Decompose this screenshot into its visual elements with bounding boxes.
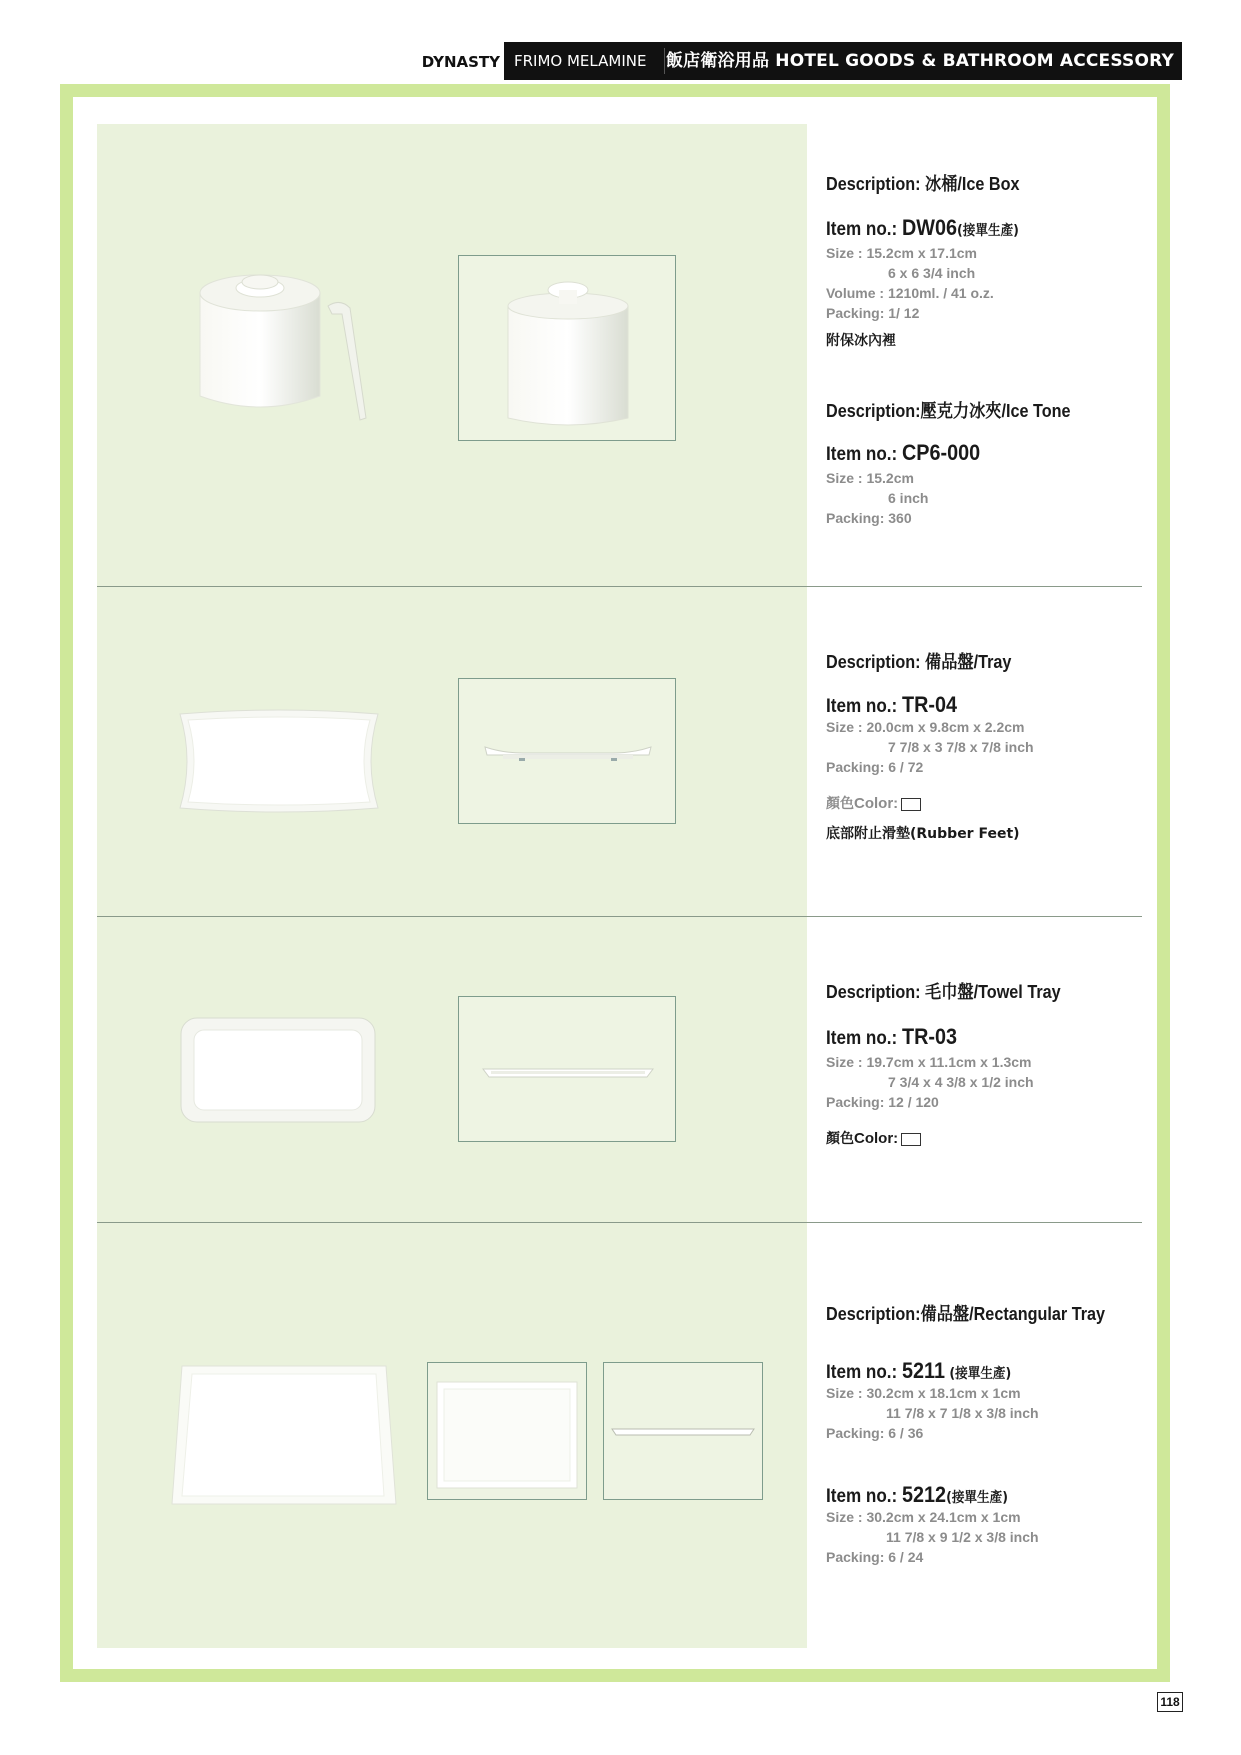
item-number: Item no.: 5211 (接單生產) <box>826 1358 1012 1383</box>
tray-top-view-image <box>176 708 382 814</box>
product-extra-note: 附保冰內裡 <box>826 333 896 349</box>
tray-side-view-frame <box>458 678 676 824</box>
towel-tray-side-view-frame <box>458 996 676 1142</box>
product-specs: Size : 20.0cm x 9.8cm x 2.2cm 7 7/8 x 3 7/8 x 7/8 inch Packing: 6 / 72 <box>826 719 1034 775</box>
item-number: Item no.: TR-04 <box>826 692 958 717</box>
product-description: Description:壓克力冰夾/Ice Tone <box>826 401 1071 421</box>
product-specs: Size : 19.7cm x 11.1cm x 1.3cm 7 3/4 x 4 3/8 x 1/2 inch Packing: 12 / 120 <box>826 1054 1034 1110</box>
section-divider <box>97 1222 1142 1223</box>
section-divider <box>97 586 1142 587</box>
product-extra-note: 底部附止滑墊(Rubber Feet) <box>826 826 1020 842</box>
header-bar <box>504 42 1182 80</box>
item-number: Item no.: CP6-000 <box>826 440 981 465</box>
brand-frimo-tab[interactable]: FRIMO MELAMINE <box>514 52 647 70</box>
item-number: Item no.: DW06(接單生產) <box>826 215 1019 240</box>
white-color-swatch[interactable] <box>901 1133 921 1146</box>
brand-dynasty-tab[interactable]: DYNASTY <box>421 53 500 71</box>
product-description: Description: 毛巾盤/Towel Tray <box>826 982 1061 1002</box>
product-specs: Size : 15.2cm x 17.1cm 6 x 6 3/4 inch Volume : 1210ml. / 41 o.z. Packing: 1/ 12 <box>826 245 994 321</box>
color-option: 顏色Color: <box>826 793 921 813</box>
product-specs: Size : 30.2cm x 18.1cm x 1cm 11 7/8 x 7 1/8 x 3/8 inch Packing: 6 / 36 <box>826 1385 1039 1441</box>
product-description: Description: 備品盤/Tray <box>826 652 1012 672</box>
towel-tray-top-view-image <box>178 1015 378 1125</box>
rectangular-tray-perspective-image <box>168 1362 398 1508</box>
product-specs: Size : 15.2cm 6 inch Packing: 360 <box>826 470 929 526</box>
item-number: Item no.: 5212(接單生產) <box>826 1482 1008 1507</box>
item-number: Item no.: TR-03 <box>826 1024 958 1049</box>
rectangular-tray-top-view-frame <box>427 1362 587 1500</box>
rectangular-tray-top-view-image <box>436 1381 578 1489</box>
product-description: Description: 冰桶/Ice Box <box>826 174 1020 194</box>
tray-side-view-image <box>483 743 653 763</box>
ice-box-with-tongs-image <box>190 268 390 428</box>
ice-box-image <box>503 270 633 430</box>
white-color-swatch[interactable] <box>901 798 921 811</box>
section-divider <box>97 916 1142 917</box>
page-number: 118 <box>1157 1692 1183 1712</box>
product-specs: Size : 30.2cm x 24.1cm x 1cm 11 7/8 x 9 1/2 x 3/8 inch Packing: 6 / 24 <box>826 1509 1039 1565</box>
rectangular-tray-side-view-frame <box>603 1362 763 1500</box>
towel-tray-side-view-image <box>481 1067 655 1081</box>
rectangular-tray-side-view-image <box>610 1427 756 1437</box>
product-description: Description:備品盤/Rectangular Tray <box>826 1304 1106 1324</box>
ice-box-image-frame <box>458 255 676 441</box>
category-title: 飯店衛浴用品 HOTEL GOODS & BATHROOM ACCESSORY <box>665 51 1174 71</box>
color-option: 顏色Color: <box>826 1128 921 1148</box>
header-divider <box>664 48 665 74</box>
